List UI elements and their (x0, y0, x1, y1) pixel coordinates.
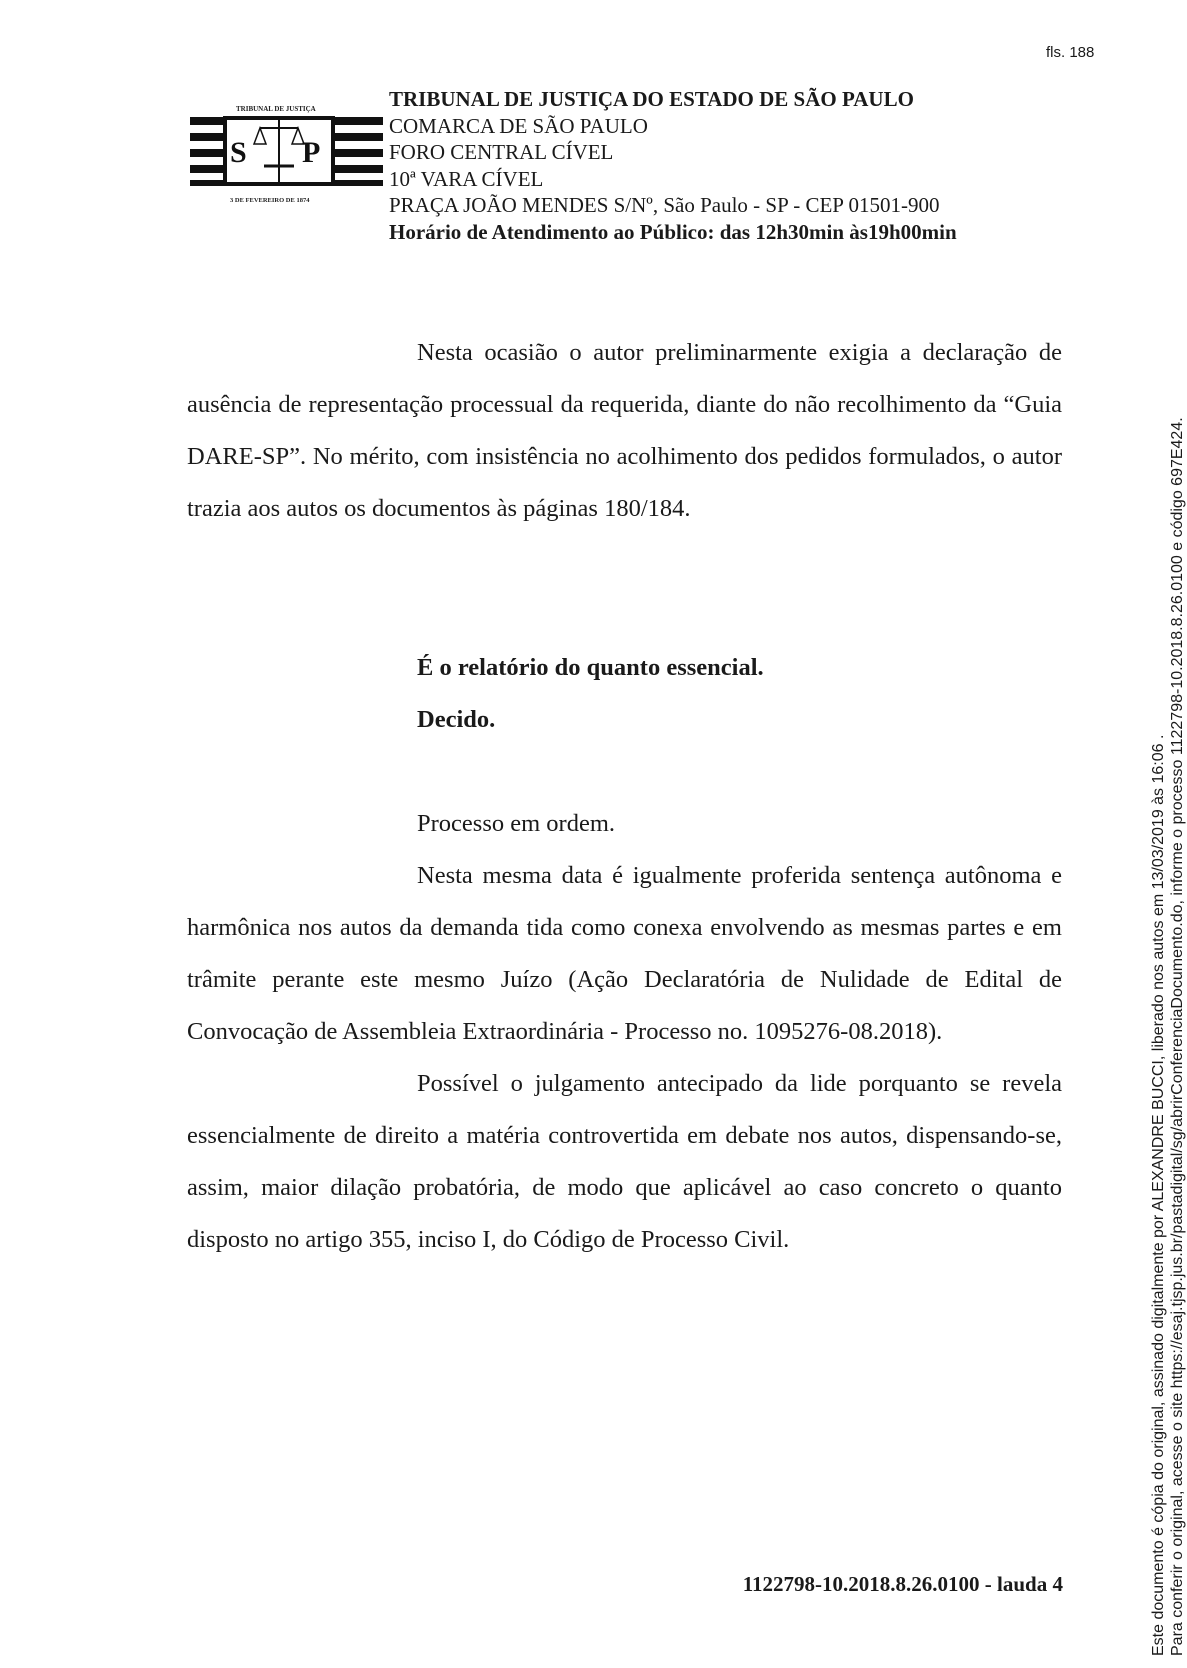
logo-letter-p: P (302, 136, 321, 169)
side-note-line-1: Este documento é cópia do original, assinado digitalmente por ALEXANDRE BUCCI, liberado nos autos em 13/03/2019 às 16:06 . (1150, 734, 1167, 1656)
logo-letter-s: S (230, 136, 247, 169)
comarca: COMARCA DE SÃO PAULO (389, 113, 648, 138)
page-number: fls. 188 (1046, 44, 1095, 61)
processo-em-ordem: Processo em ordem. (417, 810, 615, 837)
decido-line: Decido. (417, 706, 496, 733)
body-section-2 (187, 850, 1062, 1266)
opening-hours: Horário de Atendimento ao Público: das 12h30min às19h00min (389, 219, 957, 244)
body-section-1 (187, 327, 1062, 535)
court-name: TRIBUNAL DE JUSTIÇA DO ESTADO DE SÃO PAULO (389, 87, 914, 111)
court-header (389, 86, 957, 245)
digital-signature-note (1149, 276, 1187, 1656)
logo-top-text: TRIBUNAL DE JUSTIÇA (236, 105, 316, 113)
paragraph-3: Possível o julgamento antecipado da lide porquanto se revela essencialmente de direito a matéria controvertida em debate nos autos, dispensando-se, assim, maior dilação probatória, de modo que aplicável ao caso concreto o quanto disposto no artigo 355, inciso I, do Código de Processo Civil. (187, 1070, 1062, 1253)
relatorio-line: É o relatório do quanto essencial. (417, 654, 764, 681)
footer-process-number: 1122798-10.2018.8.26.0100 - lauda 4 (742, 1572, 1063, 1596)
vara: 10ª VARA CÍVEL (389, 166, 544, 191)
side-note-line-2: Para conferir o original, acesse o site https://esaj.tjsp.jus.br/pastadigital/sg/abrirConferenciaDocumento.do, informe o processo 1122798-10.2018.8.26.0100 e código 697E424. (1169, 417, 1186, 1656)
paragraph-1: Nesta ocasião o autor preliminarmente exigia a declaração de ausência de representação processual da requerida, diante do não recolhimento da “Guia DARE-SP”. No mérito, com insistência no acolhimento dos pedidos formulados, o autor trazia aos autos os documentos às páginas 180/184. (187, 339, 1062, 522)
logo-bottom-text: 3 DE FEVEREIRO DE 1874 (230, 197, 310, 204)
court-logo (190, 104, 383, 210)
paragraph-2: Nesta mesma data é igualmente proferida sentença autônoma e harmônica nos autos da demanda tida como conexa envolvendo as mesmas partes e em trâmite perante este mesmo Juízo (Ação Declaratória de Nulidade de Edital de Convocação de Assembleia Extraordinária - Processo no. 1095276-08.2018). (187, 862, 1062, 1045)
address: PRAÇA JOÃO MENDES S/Nº, São Paulo - SP - CEP 01501-900 (389, 193, 940, 217)
foro: FORO CENTRAL CÍVEL (389, 140, 614, 164)
